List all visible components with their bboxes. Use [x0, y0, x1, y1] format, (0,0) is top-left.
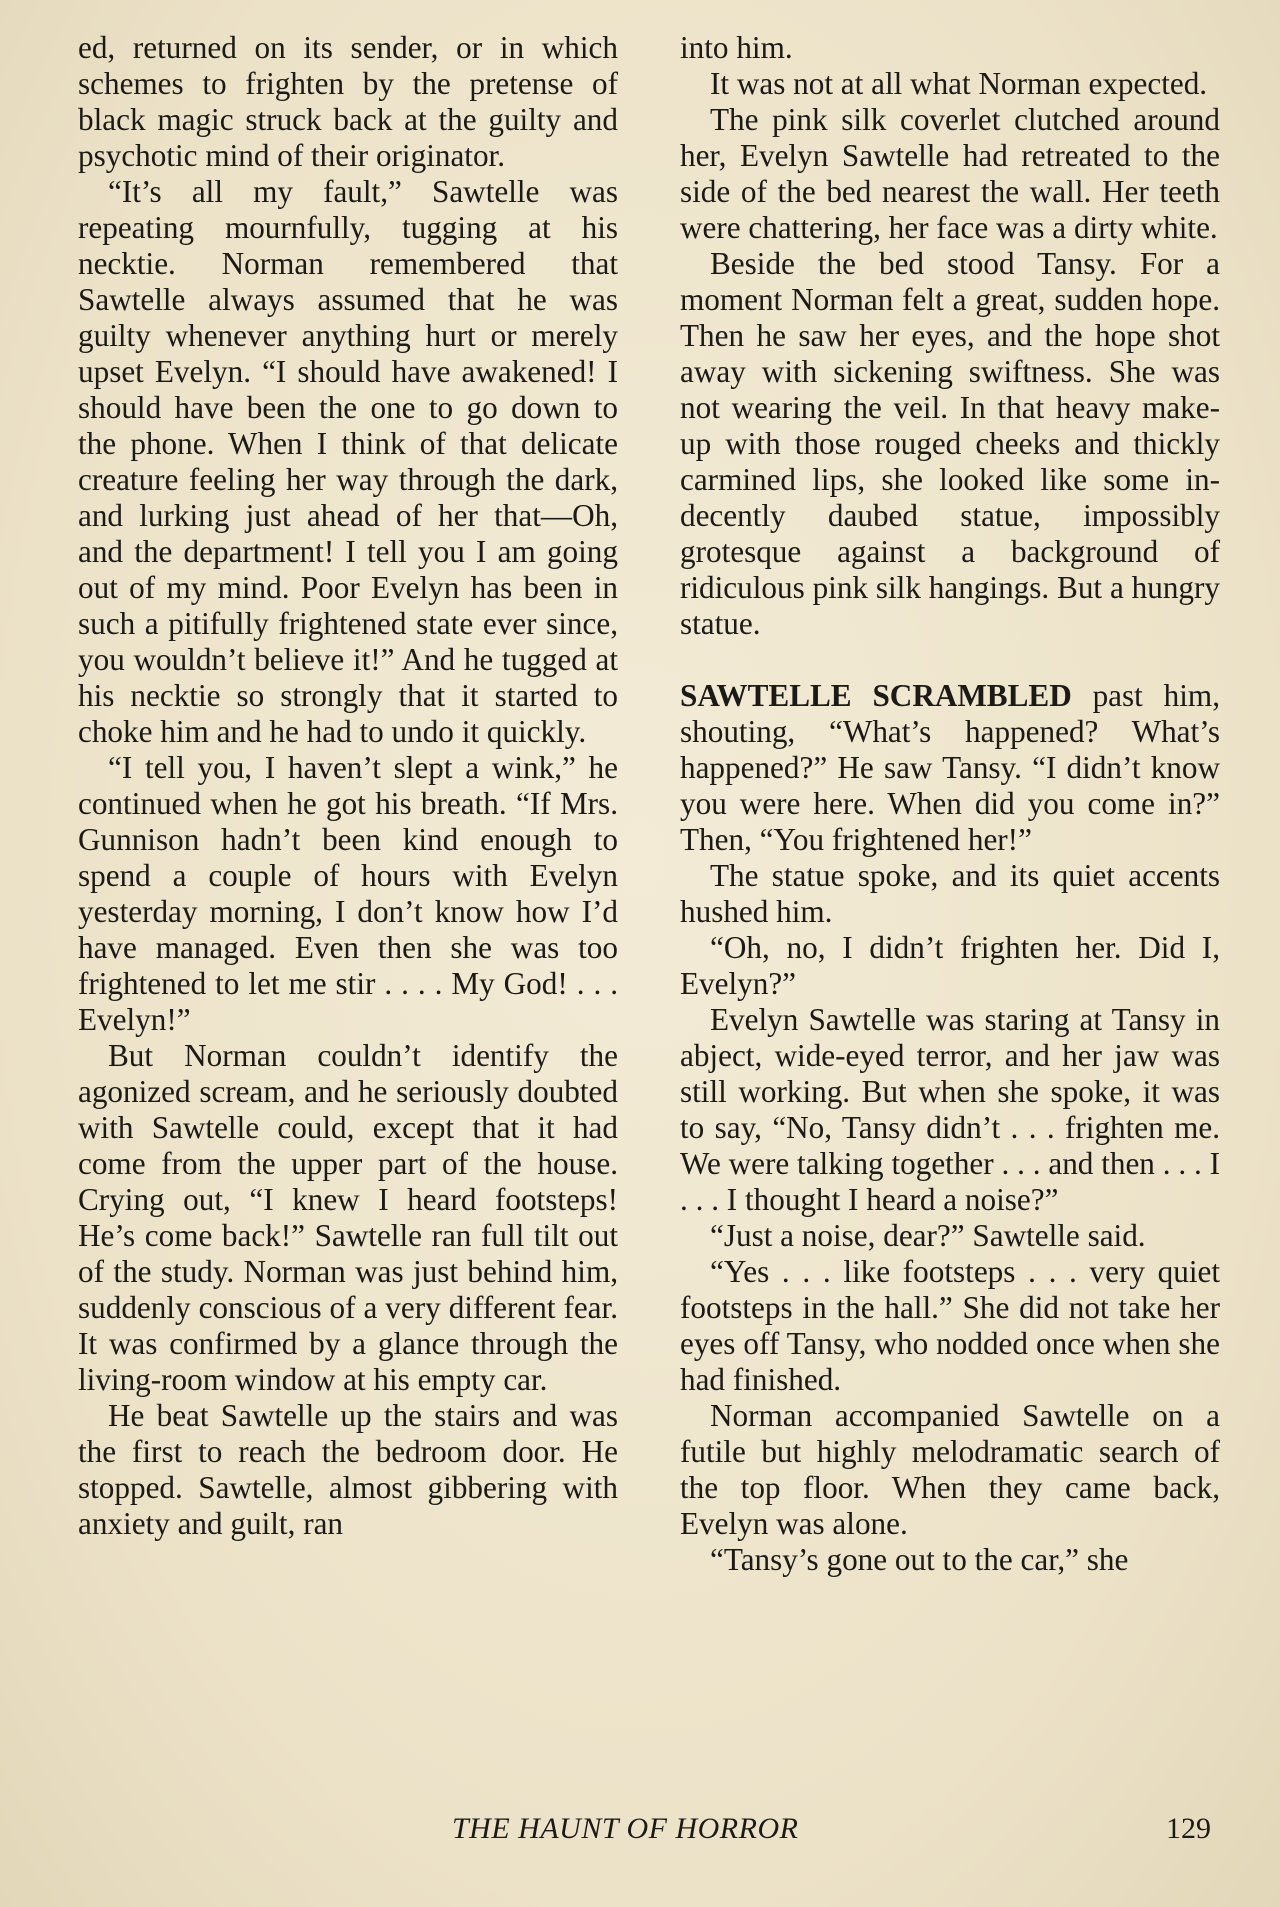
page-footer	[0, 1812, 1280, 1852]
page-number: 129	[1166, 1812, 1211, 1845]
paragraph: Norman accompanied Sawtelle on a futile but highly melodramatic search of the top floor. When they came back, Evelyn was alone.	[680, 1398, 1220, 1541]
paragraph: Evelyn Sawtelle was staring at Tansy in abject, wide-eyed terror, and her jaw was still working. But when she spoke, it was to say, “No, Tansy didn’t . . . frighten me. We were talking together . . . and then . . . I . . . I thought I heard a noise?”	[680, 1002, 1220, 1217]
paragraph: The pink silk coverlet clutched around her, Evelyn Sawtelle had retreated to the side of the bed nearest the wall. Her teeth were chattering, her face was a dirty white.	[680, 102, 1220, 245]
paragraph: “Oh, no, I didn’t frighten her. Did I, Evelyn?”	[680, 930, 1220, 1001]
paragraph: But Norman couldn’t identify the agonized scream, and he seriously doubted with Sawtelle could, except that it had come from the upper part of the house. Crying out, “I knew I heard footsteps! He’s come back!” Sawtelle ran full tilt out of the study. Norman was just behind him, suddenly conscious of a very different fear. It was confirmed by a glance through the living-room window at his empty car.	[78, 1038, 618, 1397]
paragraph: “Just a noise, dear?” Sawtelle said.	[710, 1218, 1146, 1253]
paragraph: It was not at all what Norman expected.	[710, 66, 1208, 101]
paragraph: “I tell you, I haven’t slept a wink,” he continued when he got his breath. “If Mrs. Gunnison hadn’t been kind enough to spend a couple of hours with Evelyn yesterday morning, I don’t know how I’d have managed. Even then she was too frightened to let me stir . . . . My God! . . . Evelyn!”	[78, 750, 618, 1037]
section-paragraph	[680, 678, 1220, 858]
paragraph: “Yes . . . like footsteps . . . very quiet footsteps in the hall.” She did not take her eyes off Tansy, who nodded once when she had finished.	[680, 1254, 1220, 1397]
running-footer-title: THE HAUNT OF HORROR	[452, 1812, 799, 1845]
paragraph: “Tansy’s gone out to the car,” she	[710, 1542, 1129, 1577]
paragraph: “It’s all my fault,” Sawtelle was repeating mournfully, tugging at his necktie. Norman remembered that Sawtelle always assumed that he was guilty whenever anything hurt or merely upset Evelyn. “I should have awakened! I should have been the one to go down to the phone. When I think of that delicate creature feeling her way through the dark, and lurking just ahead of her that—Oh, and the department! I tell you I am going out of my mind. Poor Evelyn has been in such a pitifully frightened state ever since, you wouldn’t believe it!” And he tugged at his necktie so strongly that it started to choke him and he had to undo it quickly.	[78, 174, 618, 749]
paragraph: into him.	[680, 30, 793, 65]
section-lead-in: SAWTELLE SCRAMBLED	[680, 678, 1072, 713]
section-text: past him, shouting, “What’s happened? What’s happened?” He saw Tansy. “I didn’t know you were here. When did you come in?” Then, “You frightened her!”	[680, 678, 1220, 857]
left-text-column	[78, 30, 618, 1542]
paragraph: Beside the bed stood Tansy. For a moment Norman felt a great, sudden hope. Then he saw her eyes, and the hope shot away with sickening swiftness. She was not wearing the veil. In that heavy make-up with those rouged cheeks and thickly carmined lips, she looked like some indecently daubed statue, impossibly grotesque against a background of ridiculous pink silk hangings. But a hungry statue.	[680, 246, 1220, 641]
paragraph: The statue spoke, and its quiet accents hushed him.	[680, 858, 1220, 929]
paragraph: He beat Sawtelle up the stairs and was the first to reach the bedroom door. He stopped. Sawtelle, almost gibbering with anxiety and guilt, ran	[78, 1398, 618, 1541]
right-text-column	[680, 30, 1220, 1578]
paragraph: ed, returned on its sender, or in which schemes to frighten by the pretense of black magic struck back at the guilty and psychotic mind of their originator.	[78, 30, 618, 173]
